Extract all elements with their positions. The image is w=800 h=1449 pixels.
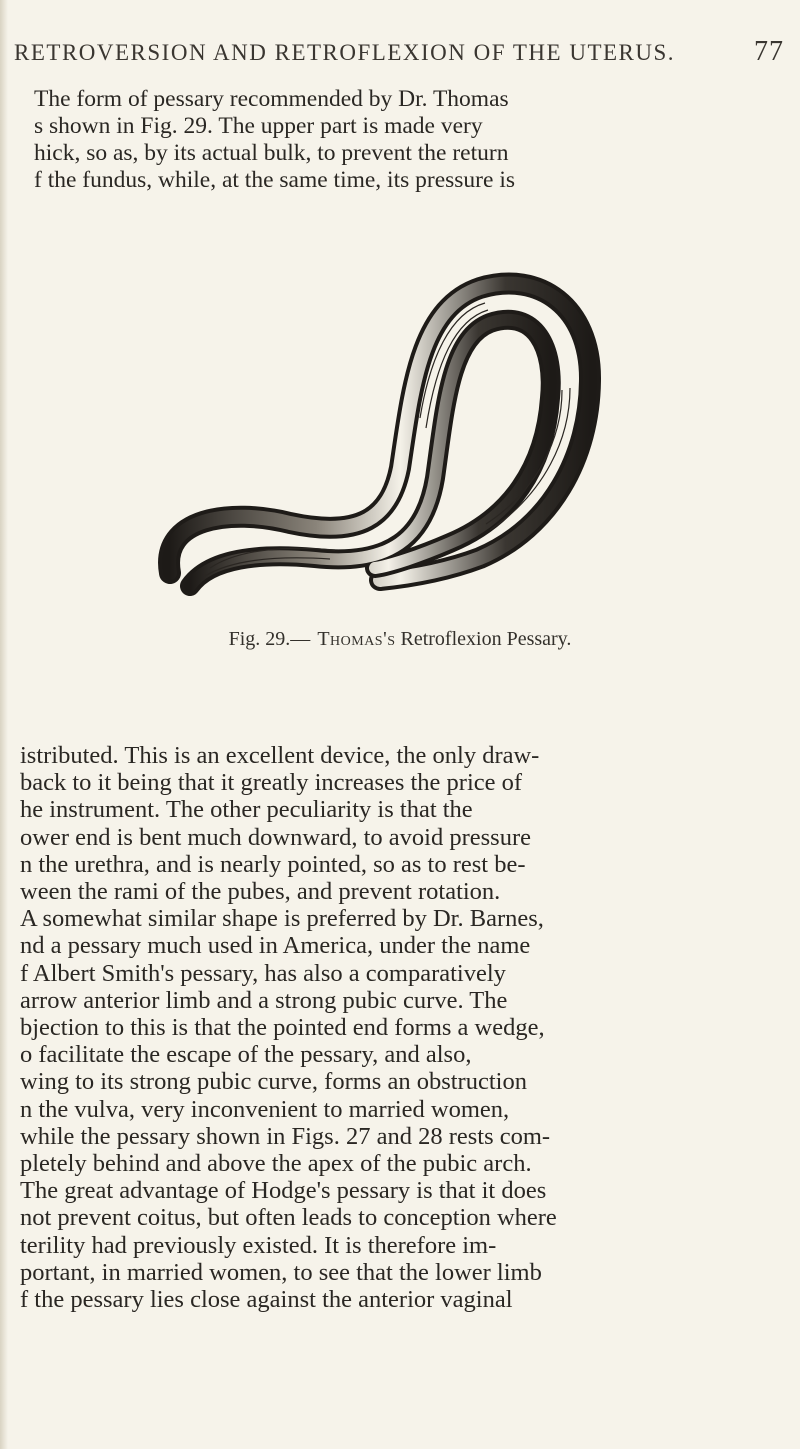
page-number: 77	[754, 36, 784, 67]
text-line: ween the rami of the pubes, and prevent rotation.	[20, 878, 501, 906]
caption-title: Retroflexion Pessary.	[400, 628, 572, 650]
text-line: pletely behind and above the apex of the pubic arch.	[20, 1150, 532, 1178]
running-head	[14, 36, 784, 68]
top-paragraph	[22, 86, 712, 194]
text-line: o facilitate the escape of the pessary, and also,	[20, 1041, 472, 1069]
text-line: not prevent coitus, but often leads to conception where	[20, 1204, 557, 1232]
text-line: nd a pessary much used in America, under the name	[20, 932, 531, 960]
text-line: n the vulva, very inconvenient to married women,	[20, 1095, 510, 1123]
text-line: s shown in Fig. 29. The upper part is made very	[34, 113, 483, 139]
text-line: hick, so as, by its actual bulk, to prevent the return	[34, 140, 509, 166]
text-line: f the pessary lies close against the anterior vaginal	[20, 1286, 513, 1314]
text-line: terility had previously existed. It is therefore im-	[20, 1231, 497, 1259]
text-line: istributed. This is an excellent device, the only draw-	[20, 742, 540, 769]
bottom-paragraph	[20, 742, 740, 1313]
retroflexion-pessary-icon	[150, 268, 630, 618]
text-line: while the pessary shown in Figs. 27 and 28 rests com-	[20, 1122, 551, 1150]
figure-caption	[0, 628, 800, 651]
text-line: The great advantage of Hodge's pessary is that it does	[20, 1177, 547, 1205]
page-gutter-edge	[0, 0, 8, 1449]
text-line: ower end is bent much downward, to avoid pressure	[20, 823, 531, 851]
text-line: n the urethra, and is nearly pointed, so as to rest be-	[20, 850, 526, 878]
text-line: bjection to this is that the pointed end forms a wedge,	[20, 1014, 545, 1042]
text-line: A somewhat similar shape is preferred by Dr. Barnes,	[20, 905, 544, 933]
text-line: f Albert Smith's pessary, has also a comparatively	[20, 959, 506, 987]
text-line: wing to its strong pubic curve, forms an obstruction	[20, 1068, 527, 1096]
text-line: portant, in married women, to see that the lower limb	[20, 1258, 542, 1286]
pessary-figure	[150, 268, 630, 618]
text-line: back to it being that it greatly increases the price of	[20, 769, 523, 797]
caption-figure-number: Fig. 29.—	[228, 628, 311, 650]
caption-author: Thomas's	[317, 628, 396, 650]
running-head-title: RETROVERSION AND RETROFLEXION OF THE UTERUS.	[14, 40, 676, 65]
text-line: The form of pessary recommended by Dr. Thomas	[34, 86, 509, 112]
text-line: arrow anterior limb and a strong pubic curve. The	[20, 986, 508, 1014]
text-line: f the fundus, while, at the same time, its pressure is	[34, 167, 515, 193]
text-line: he instrument. The other peculiarity is that the	[20, 796, 473, 824]
